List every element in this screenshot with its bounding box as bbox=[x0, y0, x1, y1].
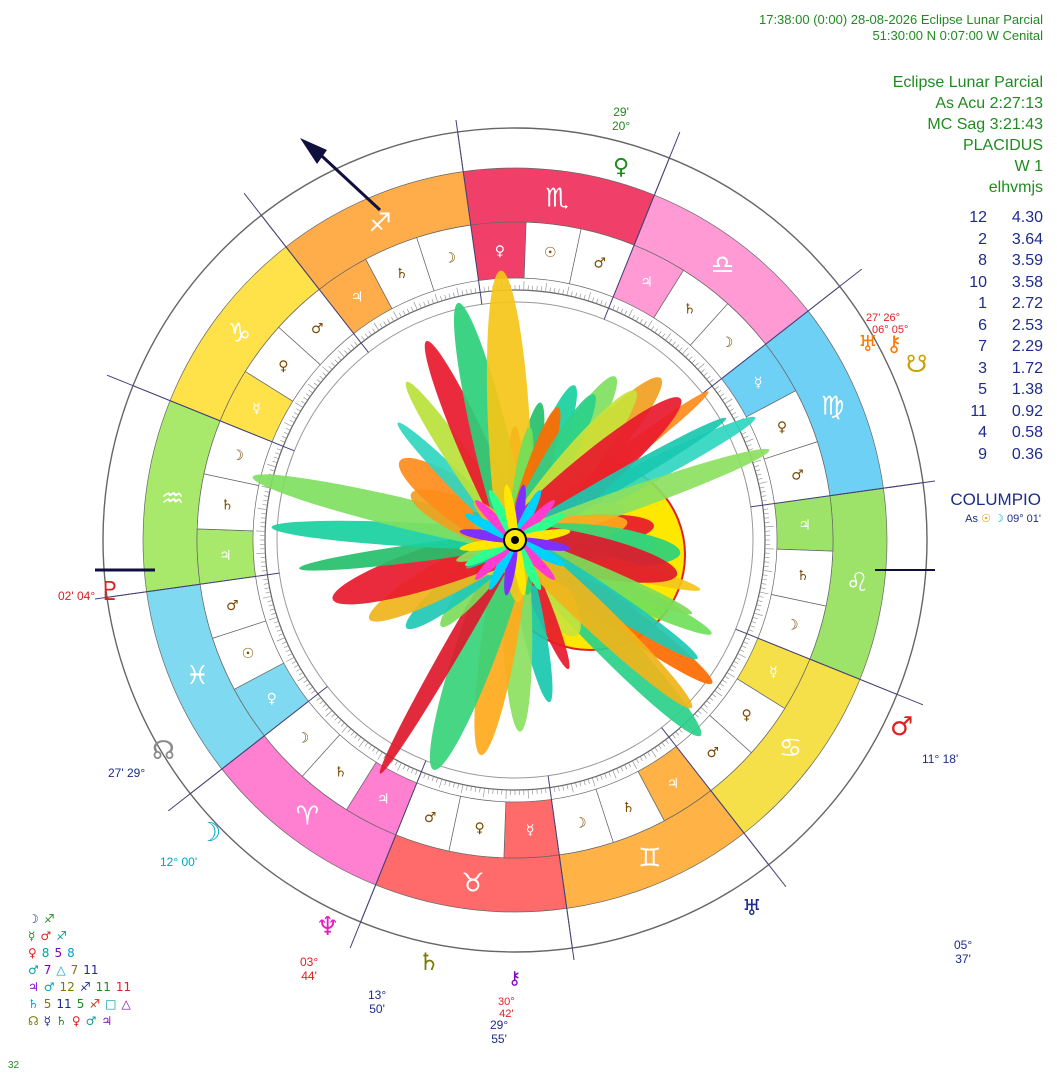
legend-cell: ☿ bbox=[43, 1014, 52, 1028]
legend-cell: ♂ bbox=[28, 963, 39, 977]
legend-cell: ♐ bbox=[43, 912, 55, 926]
house-score-row bbox=[955, 229, 1043, 251]
header-line-1: 17:38:00 (0:00) 28-08-2026 Eclipse Lunar Parcial bbox=[758, 12, 1043, 27]
legend-cell: 7 bbox=[43, 963, 52, 977]
south-node-icon: ☋ bbox=[906, 350, 928, 378]
wheel-glyph: ♃ bbox=[350, 289, 364, 306]
wheel-glyph: ♄ bbox=[395, 265, 408, 282]
wheel-glyph: ♂ bbox=[423, 810, 437, 827]
legend-cell: △ bbox=[56, 963, 66, 977]
columpio-minute: 01' bbox=[1026, 513, 1041, 525]
house-score-row bbox=[955, 336, 1043, 358]
label-bottom-saturn-min: 50' bbox=[369, 1002, 385, 1016]
label-right-mars bbox=[922, 752, 958, 766]
house-value: 3.64 bbox=[1011, 230, 1043, 248]
house-number: 6 bbox=[978, 316, 987, 334]
wheel-glyph: ♂ bbox=[593, 255, 607, 272]
legend-cell: ♀ bbox=[71, 1014, 81, 1028]
label-right-uranus bbox=[866, 312, 900, 324]
header-datetime bbox=[759, 12, 1043, 44]
legend-row bbox=[28, 912, 136, 929]
house-value: 0.92 bbox=[1011, 402, 1043, 420]
wheel-glyph: ☽ bbox=[231, 448, 244, 465]
info-midheaven: MC Sag 3:21:43 bbox=[927, 116, 1043, 133]
wheel-glyph: ♋ bbox=[778, 733, 803, 764]
columpio-degree: 09° bbox=[1006, 513, 1024, 525]
label-bottom-neptune-deg: 03° bbox=[300, 955, 319, 969]
legend-cell: 12 bbox=[59, 980, 75, 994]
mars-icon-right: ♂ bbox=[890, 712, 914, 742]
label-left-node-deg: 27' bbox=[108, 766, 124, 780]
house-score-row bbox=[955, 422, 1043, 444]
wheel-glyph: ☿ bbox=[252, 401, 261, 418]
house-number: 12 bbox=[969, 209, 987, 226]
house-number: 3 bbox=[978, 359, 987, 377]
wheel-glyph: ♂ bbox=[706, 744, 720, 761]
label-bottom-last-deg: 29° bbox=[490, 1018, 509, 1032]
legend-cell: ♀ bbox=[28, 946, 37, 960]
house-number: 1 bbox=[978, 295, 987, 312]
wheel-glyph: ♀ bbox=[474, 820, 485, 837]
columpio-as-label: As bbox=[965, 513, 979, 525]
house-number: 8 bbox=[978, 252, 987, 269]
label-left-node bbox=[108, 766, 145, 780]
wheel-glyph: ☽ bbox=[573, 815, 587, 832]
north-node-icon: ☊ bbox=[152, 736, 176, 766]
footer-number: 32 bbox=[8, 1060, 20, 1071]
wheel-glyph: ♂ bbox=[791, 467, 804, 484]
wheel-glyph: ♄ bbox=[220, 497, 234, 514]
wheel-glyph: ♃ bbox=[798, 517, 811, 534]
label-bottom-neptune bbox=[300, 955, 318, 983]
house-value: 1.38 bbox=[1011, 381, 1043, 398]
wheel-glyph: ☽ bbox=[720, 335, 734, 352]
label-left-pluto bbox=[58, 577, 122, 607]
legend-cell: ♂ bbox=[43, 980, 55, 994]
house-score-row bbox=[955, 272, 1043, 294]
legend-row bbox=[28, 946, 136, 963]
label-left-moon bbox=[160, 855, 197, 869]
house-score-table bbox=[955, 207, 1043, 465]
house-score-row bbox=[955, 379, 1043, 401]
wheel-glyph: ♐ bbox=[368, 208, 392, 239]
wheel-glyph: ♄ bbox=[622, 799, 635, 816]
wheel-glyph: ♀ bbox=[741, 707, 752, 724]
info-house-system: PLACIDUS bbox=[962, 137, 1043, 154]
label-left-pluto-deg: 02' bbox=[58, 589, 74, 603]
saturn-icon-bottom: ♄ bbox=[418, 948, 440, 976]
house-score-row bbox=[955, 250, 1043, 272]
label-bottom-right-uranus bbox=[954, 938, 972, 966]
house-value: 2.53 bbox=[1011, 316, 1043, 334]
legend-cell: △ bbox=[121, 997, 131, 1011]
aspect-legend bbox=[28, 912, 136, 1031]
wheel-glyph: ♃ bbox=[640, 274, 653, 291]
wheel-glyph: ♄ bbox=[683, 301, 696, 318]
columpio-label: COLUMPIO bbox=[950, 490, 1041, 509]
info-code: elhvmjs bbox=[988, 179, 1043, 196]
legend-cell: ♄ bbox=[28, 997, 39, 1011]
legend-cell: ♂ bbox=[40, 929, 52, 943]
house-value: 0.36 bbox=[1011, 445, 1043, 463]
venus-icon: ♀ bbox=[613, 155, 630, 180]
label-top-venus-deg: 29' bbox=[613, 105, 629, 119]
label-right-uranus-deg: 27' bbox=[866, 312, 881, 324]
legend-cell: □ bbox=[105, 997, 117, 1011]
midheaven-arrow bbox=[300, 138, 327, 164]
wheel-glyph: ♓ bbox=[185, 660, 210, 691]
house-value: 0.58 bbox=[1011, 424, 1043, 441]
house-score-row bbox=[955, 401, 1043, 423]
label-bottom-last-min: 55' bbox=[491, 1032, 507, 1046]
label-right-uranus-min: 26° bbox=[883, 312, 901, 324]
label-right-chiron-deg: 06° bbox=[872, 324, 889, 336]
legend-cell: ♃ bbox=[28, 980, 39, 994]
wheel-glyph: ♌ bbox=[845, 568, 870, 599]
wheel-glyph: ♊ bbox=[638, 843, 662, 874]
wheel-glyph: ☽ bbox=[443, 250, 457, 267]
legend-cell: 7 bbox=[70, 963, 79, 977]
label-bottom-saturn bbox=[368, 988, 386, 1016]
legend-cell: ♃ bbox=[101, 1014, 113, 1028]
legend-cell: 8 bbox=[41, 946, 50, 960]
wheel-glyph: ♈ bbox=[295, 801, 320, 832]
chiron-icon-right: ⚷ bbox=[886, 332, 903, 357]
wheel-glyph: ☉ bbox=[241, 646, 255, 663]
label-right-mars-deg: 11° bbox=[922, 752, 940, 766]
legend-cell: ☊ bbox=[28, 1014, 39, 1028]
legend-cell: ☽ bbox=[28, 912, 39, 926]
neptune-icon: ♆ bbox=[316, 912, 340, 942]
wheel-glyph: ♎ bbox=[710, 250, 735, 281]
label-bottom-saturn-deg: 13° bbox=[368, 988, 387, 1002]
legend-cell: 8 bbox=[67, 946, 75, 960]
house-value: 2.29 bbox=[1011, 338, 1043, 355]
label-right-chiron-min: 05° bbox=[891, 324, 909, 336]
wheel-glyph: ♑ bbox=[227, 318, 252, 349]
label-bottom-neptune-min: 44' bbox=[301, 969, 317, 983]
house-value: 2.72 bbox=[1011, 295, 1043, 312]
wheel-glyph: ☽ bbox=[786, 617, 799, 634]
wheel-glyph: ♄ bbox=[796, 568, 810, 585]
wheel-glyph: ♃ bbox=[377, 791, 390, 808]
header-line-2: 51:30:00 N 0:07:00 W Cenital bbox=[872, 28, 1043, 43]
wheel-glyph: ♀ bbox=[266, 690, 277, 707]
wheel-glyph: ♀ bbox=[494, 243, 505, 260]
legend-cell: 11 bbox=[115, 980, 132, 994]
wheel-glyph: ☽ bbox=[296, 730, 310, 747]
legend-cell: ♐ bbox=[89, 997, 101, 1011]
info-title: Eclipse Lunar Parcial bbox=[892, 74, 1043, 91]
wheel-glyph: ☿ bbox=[753, 374, 763, 391]
legend-row bbox=[28, 997, 136, 1014]
moon-icon-left: ☽ bbox=[198, 818, 222, 848]
label-bottom-kiron bbox=[498, 996, 515, 1020]
wheel-glyph: ♄ bbox=[334, 764, 347, 781]
house-number: 11 bbox=[970, 402, 987, 420]
legend-cell: 11 bbox=[56, 997, 72, 1011]
info-ascendant: As Acu 2:27:13 bbox=[935, 95, 1043, 112]
wheel-glyph: ♂ bbox=[226, 598, 239, 615]
house-score-row bbox=[955, 293, 1043, 315]
house-number: 7 bbox=[978, 338, 987, 355]
legend-cell: 5 bbox=[43, 997, 52, 1011]
label-left-moon-deg: 00' bbox=[181, 855, 198, 869]
legend-cell: ♄ bbox=[56, 1014, 67, 1028]
wheel-glyph: ☿ bbox=[525, 822, 535, 839]
house-number: 5 bbox=[978, 381, 987, 398]
kiron-icon: ⚷ bbox=[508, 968, 522, 989]
house-value: 4.30 bbox=[1011, 209, 1043, 226]
label-bottom-kiron-deg: 30° bbox=[498, 996, 515, 1008]
label-br-uranus-deg: 05° bbox=[954, 938, 973, 952]
wheel-glyph: ♃ bbox=[219, 548, 232, 565]
label-br-uranus-min: 37' bbox=[955, 952, 971, 966]
wheel-glyph: ♂ bbox=[310, 320, 324, 337]
house-value: 3.59 bbox=[1011, 252, 1043, 269]
wheel-glyph: ♍ bbox=[820, 391, 845, 422]
legend-cell: 11 bbox=[95, 980, 111, 994]
label-top-venus bbox=[612, 105, 630, 180]
house-score-row bbox=[955, 207, 1043, 229]
house-number: 9 bbox=[978, 445, 987, 463]
house-score-row bbox=[955, 315, 1043, 337]
label-bottom-kiron-min: 42' bbox=[499, 1008, 514, 1020]
label-left-pluto-min: 04° bbox=[76, 589, 96, 603]
label-left-node-min: 29° bbox=[126, 766, 146, 780]
uranus-icon-right: ♅ bbox=[858, 332, 878, 357]
pluto-icon: ♇ bbox=[98, 577, 122, 607]
house-number: 10 bbox=[969, 273, 987, 291]
house-number: 4 bbox=[978, 424, 987, 441]
columpio-block: COLUMPIO As ☉ ☽ 09° 01' bbox=[950, 490, 1041, 525]
wheel-glyph: ♀ bbox=[776, 419, 788, 436]
house-score-row bbox=[955, 444, 1043, 466]
label-top-venus-min: 20° bbox=[612, 119, 631, 133]
uranus-icon-bottom: ♅ bbox=[742, 896, 762, 921]
legend-cell: ♐ bbox=[56, 929, 67, 943]
legend-cell: ♂ bbox=[85, 1014, 97, 1028]
legend-cell: ♐ bbox=[79, 980, 91, 994]
label-left-moon-min: 12° bbox=[160, 855, 179, 869]
wheel-glyph: ♏ bbox=[545, 183, 569, 214]
wheel-glyph: ♃ bbox=[666, 776, 680, 793]
legend-cell: 5 bbox=[76, 997, 85, 1011]
legend-row bbox=[28, 929, 136, 946]
info-zone: W 1 bbox=[1014, 158, 1043, 175]
house-value: 1.72 bbox=[1011, 359, 1043, 377]
house-number: 2 bbox=[978, 230, 987, 248]
legend-cell: 11 bbox=[83, 963, 99, 977]
wheel-glyph: ♉ bbox=[461, 868, 485, 899]
label-right-mars-min: 18' bbox=[942, 752, 959, 766]
wheel-glyph: ☉ bbox=[544, 245, 557, 262]
house-value: 3.58 bbox=[1011, 273, 1043, 291]
legend-row bbox=[28, 980, 136, 997]
house-score-row bbox=[955, 358, 1043, 380]
legend-cell: ☿ bbox=[28, 929, 36, 943]
legend-row bbox=[28, 1014, 136, 1031]
legend-row bbox=[28, 963, 136, 980]
legend-cell: 5 bbox=[54, 946, 63, 960]
wheel-glyph: ♀ bbox=[278, 358, 289, 375]
wheel-glyph: ☿ bbox=[769, 664, 778, 681]
wheel-glyph: ♒ bbox=[160, 484, 185, 515]
label-bottom-last bbox=[490, 1018, 508, 1046]
flower-core-dot bbox=[511, 536, 519, 544]
